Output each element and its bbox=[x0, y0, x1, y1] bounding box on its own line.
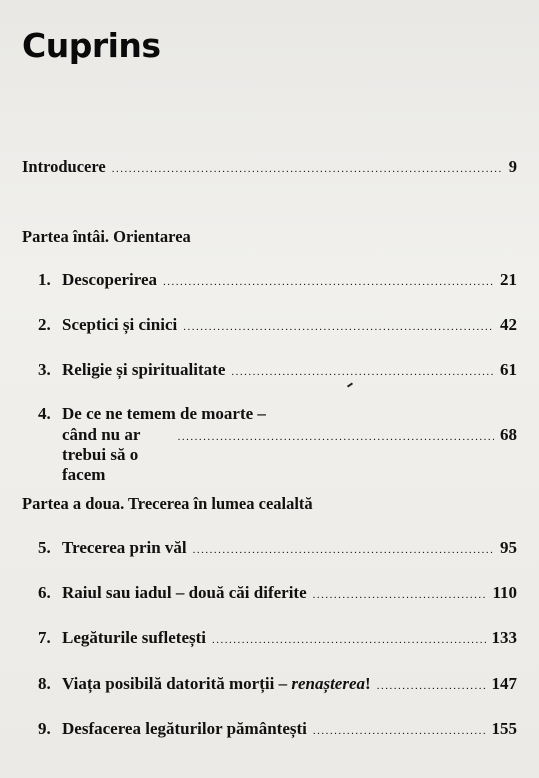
chapter-number: 9. bbox=[38, 719, 51, 738]
toc-label: Raiul sau iadul – două căi diferite bbox=[62, 583, 307, 602]
toc-entry-introduction[interactable] bbox=[22, 157, 517, 177]
toc-label: Trecerea prin văl bbox=[62, 538, 187, 557]
toc-page-number: 9 bbox=[508, 157, 517, 176]
page-title: Cuprins bbox=[22, 26, 161, 65]
part-title: Partea întâi. Orientarea bbox=[22, 227, 191, 246]
toc-entry-chapter-1[interactable] bbox=[38, 270, 517, 290]
toc-entry-chapter-2[interactable] bbox=[38, 315, 517, 335]
chapter-number: 2. bbox=[38, 315, 51, 334]
dot-leader bbox=[313, 589, 487, 601]
part-heading bbox=[22, 227, 191, 247]
chapter-number: 1. bbox=[38, 270, 51, 289]
dot-leader bbox=[178, 431, 494, 443]
toc-label-end: ! bbox=[365, 674, 371, 693]
toc-label-line1: De ce ne temem de moarte – bbox=[62, 404, 266, 423]
toc-page-number: 110 bbox=[492, 583, 517, 602]
part-heading bbox=[22, 494, 313, 514]
part-title: Partea a doua. Trecerea în lumea cealaltă bbox=[22, 494, 313, 513]
chapter-number: 6. bbox=[38, 583, 51, 602]
toc-page-number: 61 bbox=[500, 360, 517, 379]
chapter-number: 5. bbox=[38, 538, 51, 557]
bleed-through-text bbox=[330, 60, 539, 77]
chapter-number: 3. bbox=[38, 360, 51, 379]
toc-label-italic: renașterea bbox=[291, 674, 366, 693]
dot-leader bbox=[231, 366, 494, 378]
dot-leader bbox=[212, 634, 486, 646]
toc-entry-chapter-9[interactable] bbox=[38, 719, 517, 739]
bleed-through-text bbox=[300, 10, 539, 27]
toc-label bbox=[62, 674, 371, 694]
toc-page-number: 21 bbox=[500, 270, 517, 289]
toc-label-line2: când nu ar trebui să o facem bbox=[62, 425, 141, 484]
toc-entry-chapter-7[interactable] bbox=[38, 628, 517, 648]
toc-label: Sceptici și cinici bbox=[62, 315, 178, 334]
dot-leader bbox=[313, 725, 486, 737]
toc-entry-chapter-6[interactable] bbox=[38, 583, 517, 603]
toc-label: Religie și spiritualitate bbox=[62, 360, 226, 379]
toc-label: Descoperirea bbox=[62, 270, 158, 289]
toc-label-main: Viața posibilă datorită morții – bbox=[62, 674, 292, 693]
dot-leader bbox=[163, 276, 494, 288]
dot-leader bbox=[183, 321, 494, 333]
toc-page-number: 147 bbox=[491, 674, 517, 693]
toc-label: Introducere bbox=[22, 157, 106, 176]
dot-leader bbox=[112, 163, 503, 175]
chapter-number: 8. bbox=[38, 674, 51, 693]
pen-mark bbox=[347, 382, 353, 387]
toc-page-number: 42 bbox=[500, 315, 517, 334]
toc-page-number: 155 bbox=[491, 719, 517, 738]
dot-leader bbox=[193, 544, 494, 556]
toc-entry-chapter-8[interactable] bbox=[38, 674, 517, 694]
toc-page-number: 133 bbox=[491, 628, 517, 647]
dot-leader bbox=[377, 680, 486, 692]
toc-entry-chapter-4[interactable] bbox=[38, 404, 517, 485]
toc-label: Desfacerea legăturilor pământești bbox=[62, 719, 307, 738]
chapter-number: 4. bbox=[38, 404, 51, 423]
toc-entry-chapter-3[interactable] bbox=[38, 360, 517, 380]
toc-page-number: 95 bbox=[500, 538, 517, 557]
toc-entry-chapter-5[interactable] bbox=[38, 538, 517, 558]
toc-page-number: 68 bbox=[500, 425, 517, 444]
toc-label: Legăturile sufletești bbox=[62, 628, 206, 647]
chapter-number: 7. bbox=[38, 628, 51, 647]
